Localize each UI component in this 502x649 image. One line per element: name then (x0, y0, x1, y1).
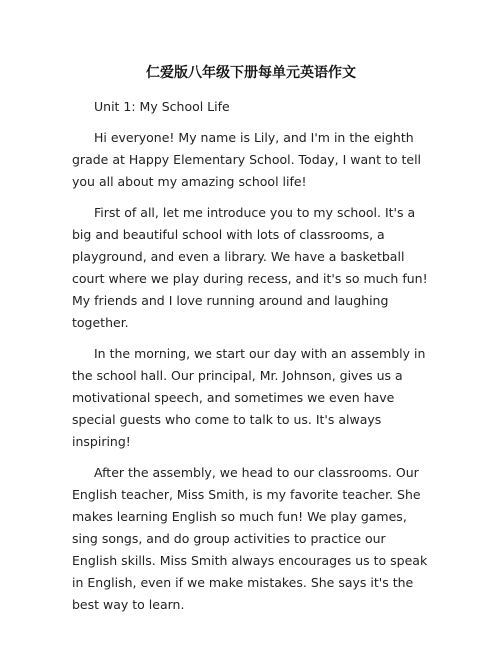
document-body (72, 96, 434, 625)
paragraph-intro: Hi everyone! My name is Lily, and I'm in the eighth grade at Happy Elementary School. Today, I want to tell you all about my amazing school life! (72, 130, 422, 189)
paragraph-school: First of all, let me introduce you to my school. It's a big and beautiful school with lots of classrooms, a playground, and even a library. We have a basketball court where we play during recess, and it's so much fun! My friends and I love running around and laughing together. (72, 205, 428, 330)
document-title: 仁爱版八年级下册每单元英语作文 (146, 65, 356, 81)
paragraph-english-class: After the assembly, we head to our classrooms. Our English teacher, Miss Smith, is my favorite teacher. She makes learning English so much fun! We play games, sing songs, and do group activities to practice our English skills. Miss Smith always encourages us to speak in English, even if we make mistakes. She says it's the best way to learn. (72, 465, 428, 612)
unit-heading: Unit 1: My School Life (94, 99, 230, 114)
paragraph-assembly: In the morning, we start our day with an assembly in the school hall. Our principal, Mr. Johnson, gives us a motivational speech, and sometimes we even have special guests who come to talk to us. It's always inspiring! (72, 346, 426, 449)
